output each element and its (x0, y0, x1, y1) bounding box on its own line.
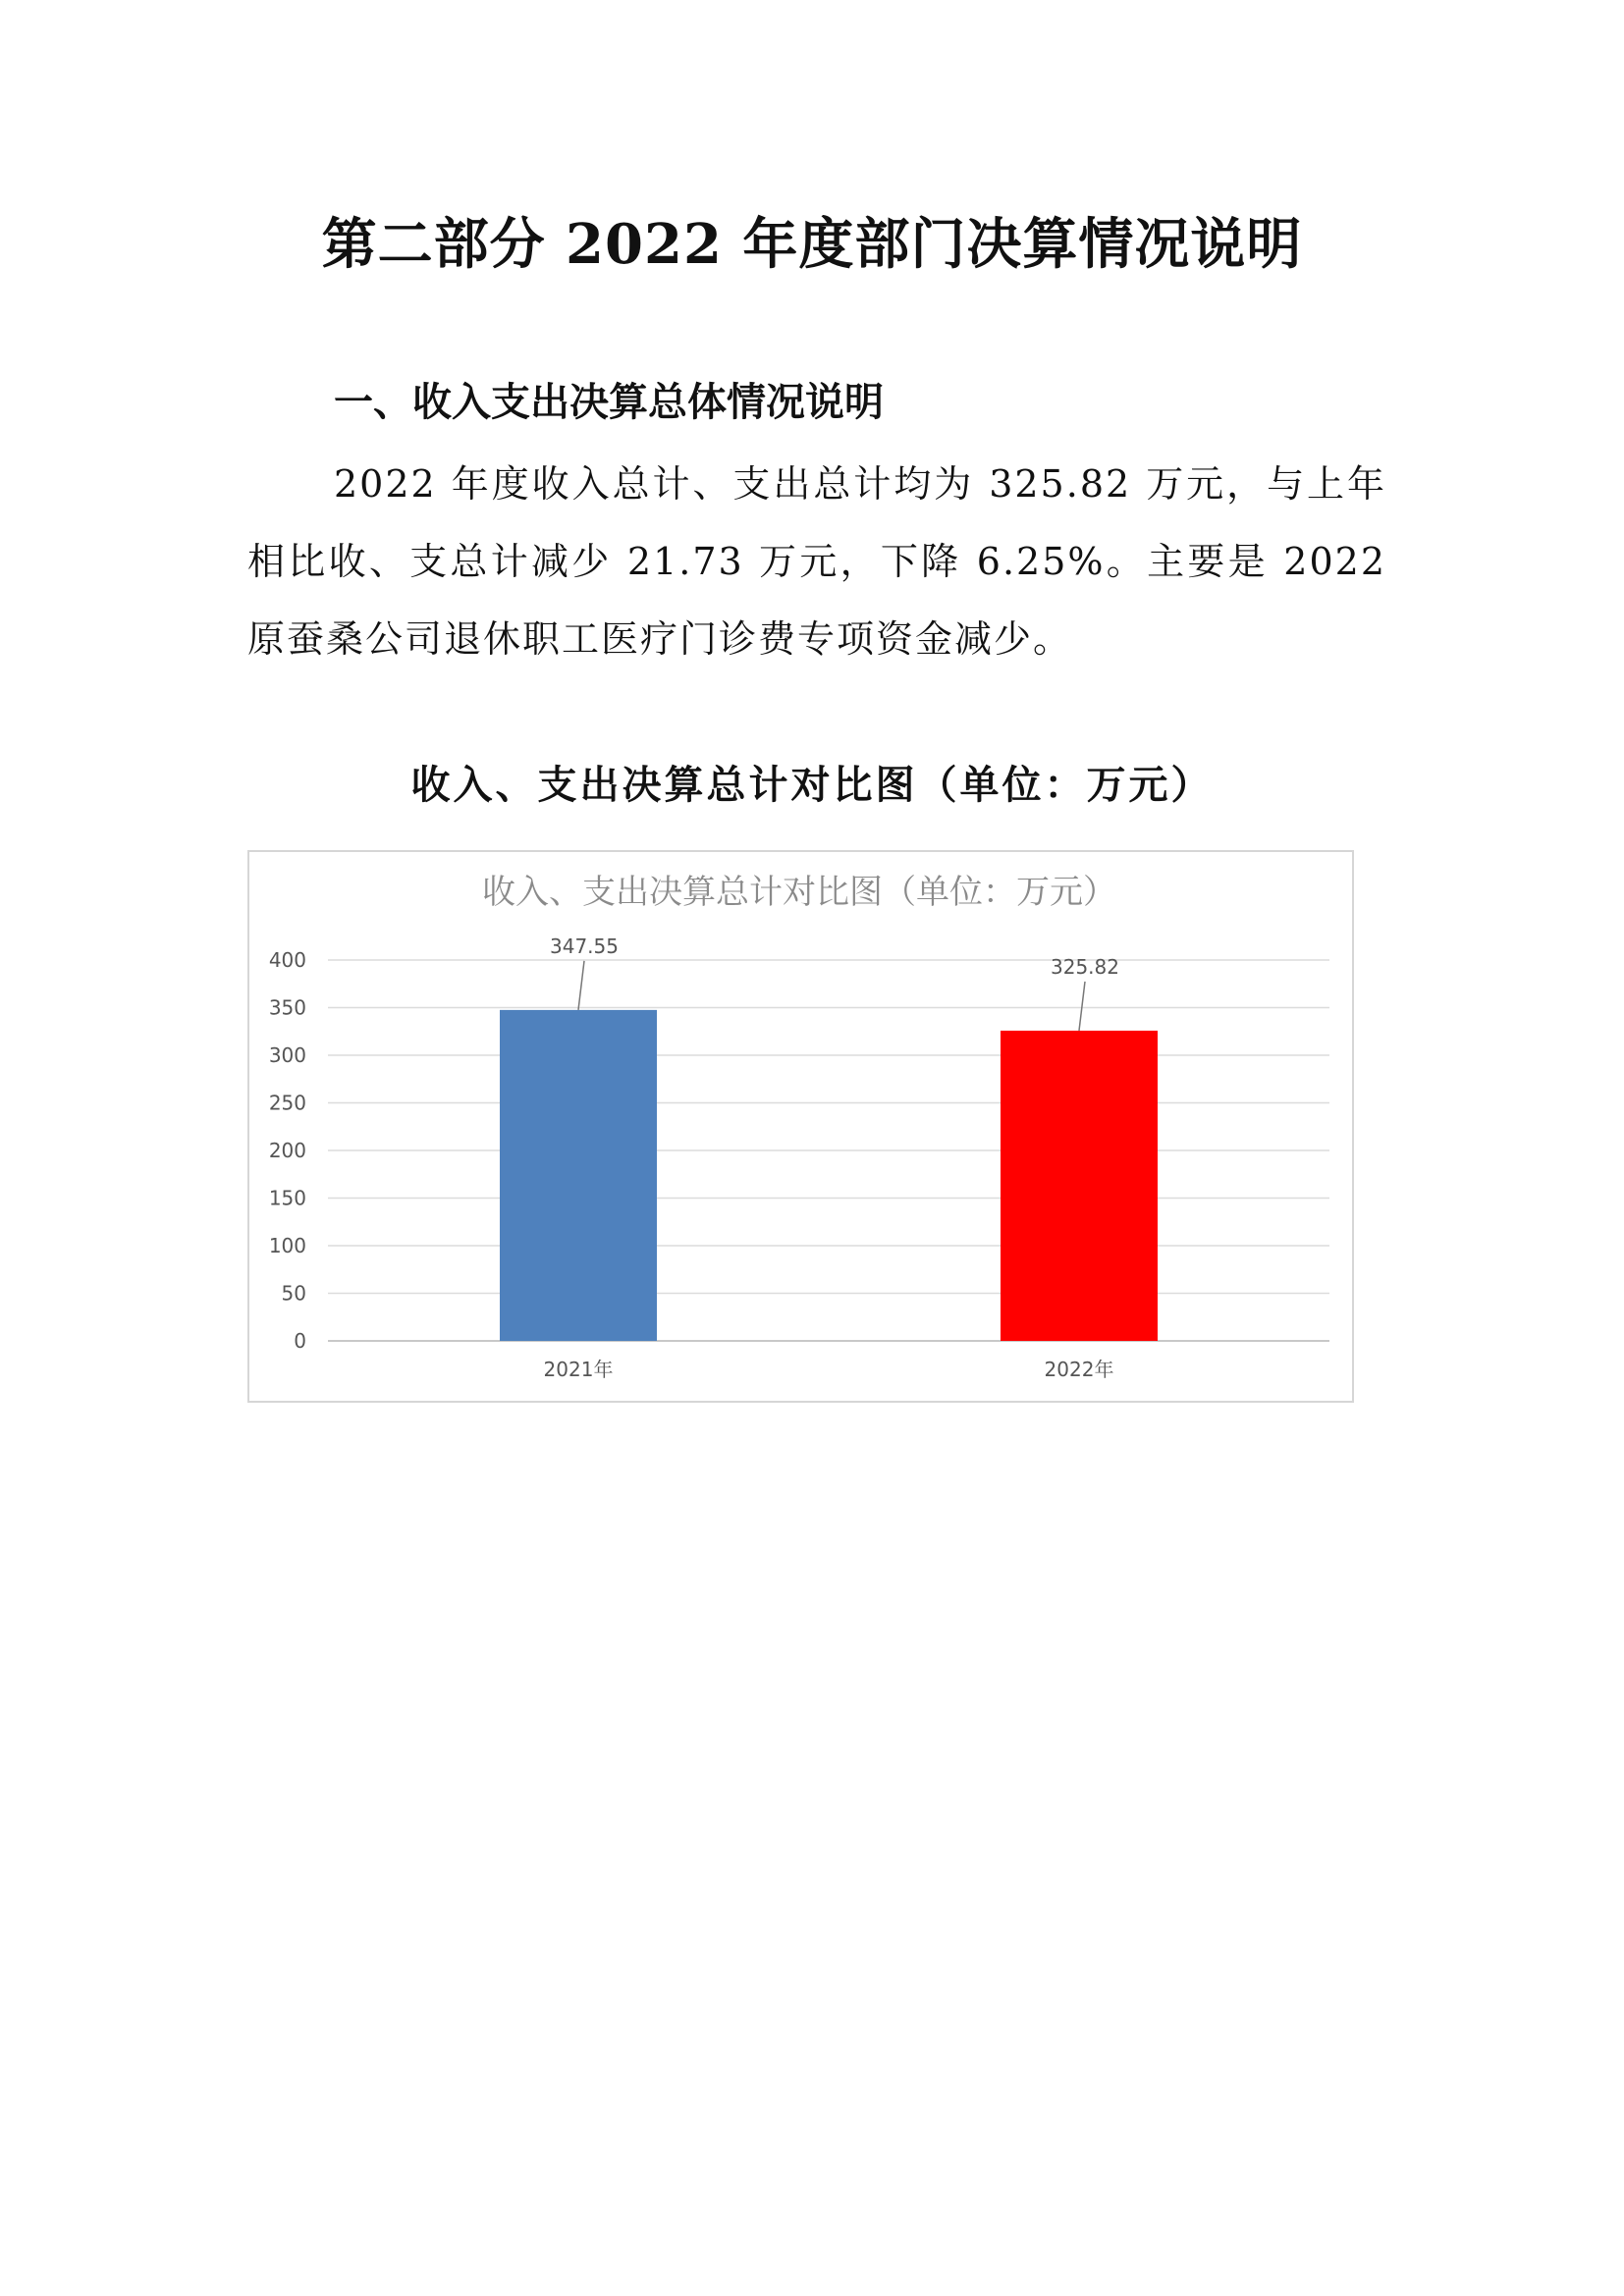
bar-2022年 (1001, 1031, 1158, 1341)
page-title: 第二部分 2022 年度部门决算情况说明 (321, 212, 1303, 277)
data-label-leader (578, 961, 584, 1010)
chart-canvas (249, 852, 1352, 1401)
bar-chart (247, 850, 1354, 1403)
section-heading: 一、收入支出决算总体情况说明 (334, 380, 884, 425)
data-label: 347.55 (550, 934, 619, 958)
y-tick-label: 150 (268, 1186, 306, 1210)
y-tick-label: 250 (268, 1091, 306, 1115)
y-tick-label: 400 (268, 948, 306, 972)
body-paragraph: 2022 年度收入总计、支出总计均为 325.82 万元，与上年相比收、支总计减少 21.73 万元，下降 6.25%。主要是 2022 原蚕桑公司退休职工医疗门诊费专项资金减少。 (247, 462, 1386, 661)
data-label: 325.82 (1051, 954, 1119, 979)
data-label-leader (1079, 982, 1085, 1031)
y-tick-label: 350 (268, 995, 306, 1020)
y-tick-label: 0 (294, 1329, 306, 1353)
y-tick-label: 100 (268, 1234, 306, 1257)
x-tick-label: 2021年 (543, 1358, 614, 1381)
y-tick-label: 200 (268, 1139, 306, 1162)
chart-title: 收入、支出决算总计对比图（单位：万元） (482, 873, 1116, 912)
y-tick-label: 50 (281, 1281, 306, 1306)
y-tick-label: 300 (268, 1043, 306, 1067)
x-tick-label: 2022年 (1044, 1358, 1114, 1381)
bar-2021年 (500, 1010, 657, 1341)
chart-caption: 收入、支出决算总计对比图（单位：万元） (410, 763, 1214, 808)
